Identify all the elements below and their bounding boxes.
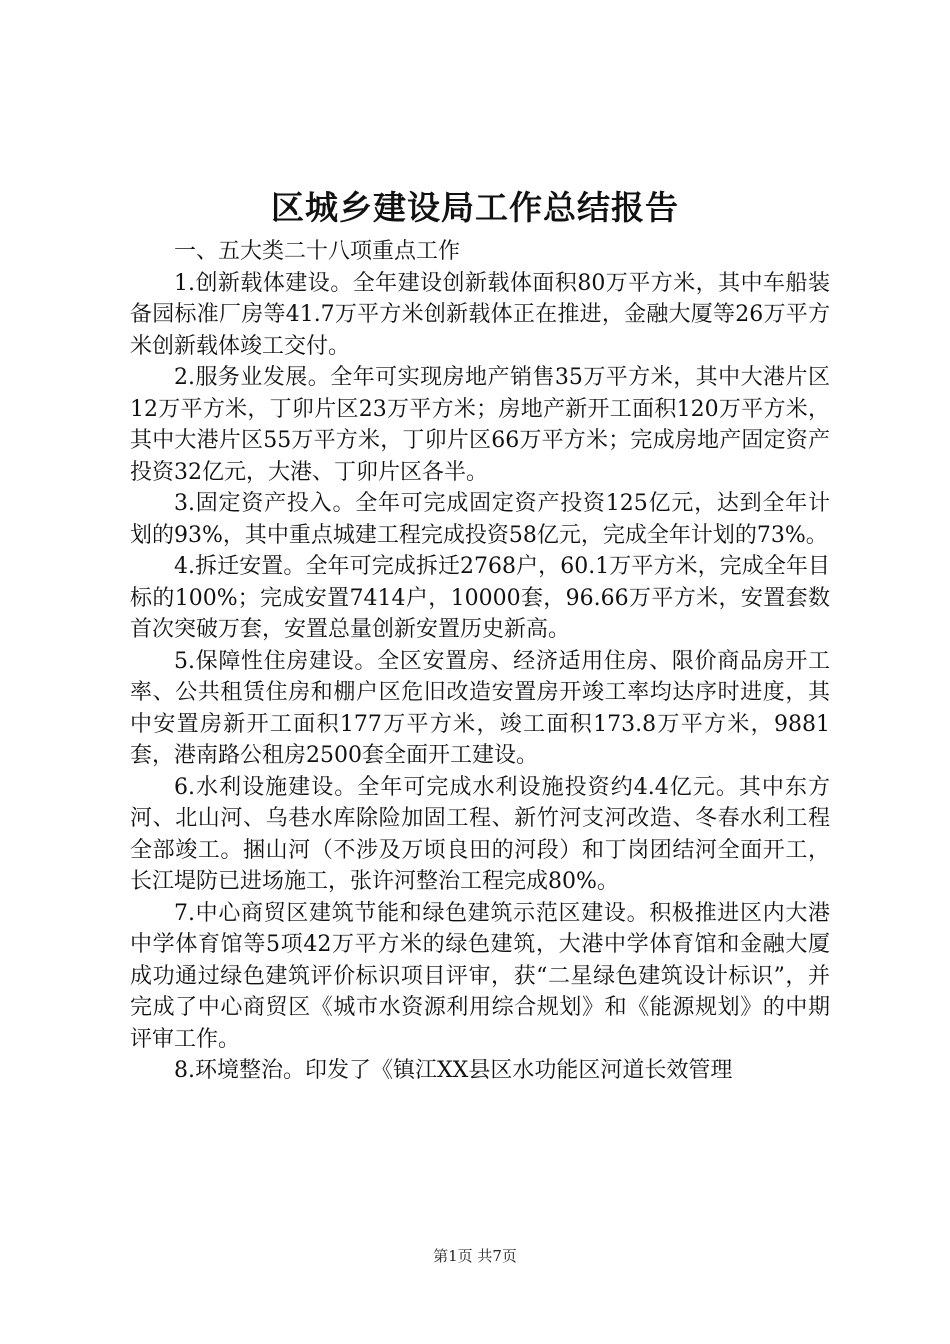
paragraph-2: 2.服务业发展。全年可实现房地产销售35万平方米，其中大港片区12万平方米，丁卯片区23万平方米；房地产新开工面积120万平方米，其中大港片区55万平方米，丁卯片区66万平方米；完成房地产固定资产投资32亿元，大港、丁卯片区各半。 — [130, 365, 830, 485]
paragraph-4: 4.拆迁安置。全年可完成拆迁2768户，60.1万平方米，完成全年目标的100%；完成安置7414户，10000套，96.66万平方米，安置套数首次突破万套，安置总量创新安置历史新高。 — [130, 554, 830, 642]
paragraph-5: 5.保障性住房建设。全区安置房、经济适用住房、限价商品房开工率、公共租赁住房和棚户区危旧改造安置房开竣工率均达序时进度，其中安置房新开工面积177万平方米，竣工面积173.8万平方米，9881套，港南路公租房2500套全面开工建设。 — [130, 648, 830, 768]
section-heading: 一、五大类二十八项重点工作 — [174, 239, 461, 264]
paragraph-1: 1.创新载体建设。全年建设创新载体面积80万平方米，其中车船装备园标准厂房等41.7万平方米创新载体正在推进，金融大厦等26万平方米创新载体竣工交付。 — [130, 270, 830, 359]
document-body — [130, 236, 830, 1087]
paragraph-3: 3.固定资产投入。全年可完成固定资产投资125亿元，达到全年计划的93%，其中重点城建工程完成投资58亿元，完成全年计划的73%。 — [130, 491, 830, 548]
paragraph-7: 7.中心商贸区建筑节能和绿色建筑示范区建设。积极推进区内大港中学体育馆等5项42万平方米的绿色建筑，大港中学体育馆和金融大厦成功通过绿色建筑评价标识项目评审，获“二星绿色建筑设计标识”，并完成了中心商贸区《城市水资源利用综合规划》和《能源规划》的中期评审工作。 — [130, 900, 830, 1052]
paragraph-8: 8.环境整治。印发了《镇江XX县区水功能区河道长效管理 — [174, 1058, 733, 1083]
paragraph-6: 6.水利设施建设。全年可完成水利设施投资约4.4亿元。其中东方河、北山河、乌巷水库除险加固工程、新竹河支河改造、冬春水利工程全部竣工。捆山河（不涉及万顷良田的河段）和丁岗团结河全面开工，长江堤防已进场施工，张许河整治工程完成80%。 — [130, 774, 830, 894]
document-title: 区城乡建设局工作总结报告 — [271, 188, 679, 227]
page-number-footer: 第1页 共7页 — [433, 1247, 517, 1265]
